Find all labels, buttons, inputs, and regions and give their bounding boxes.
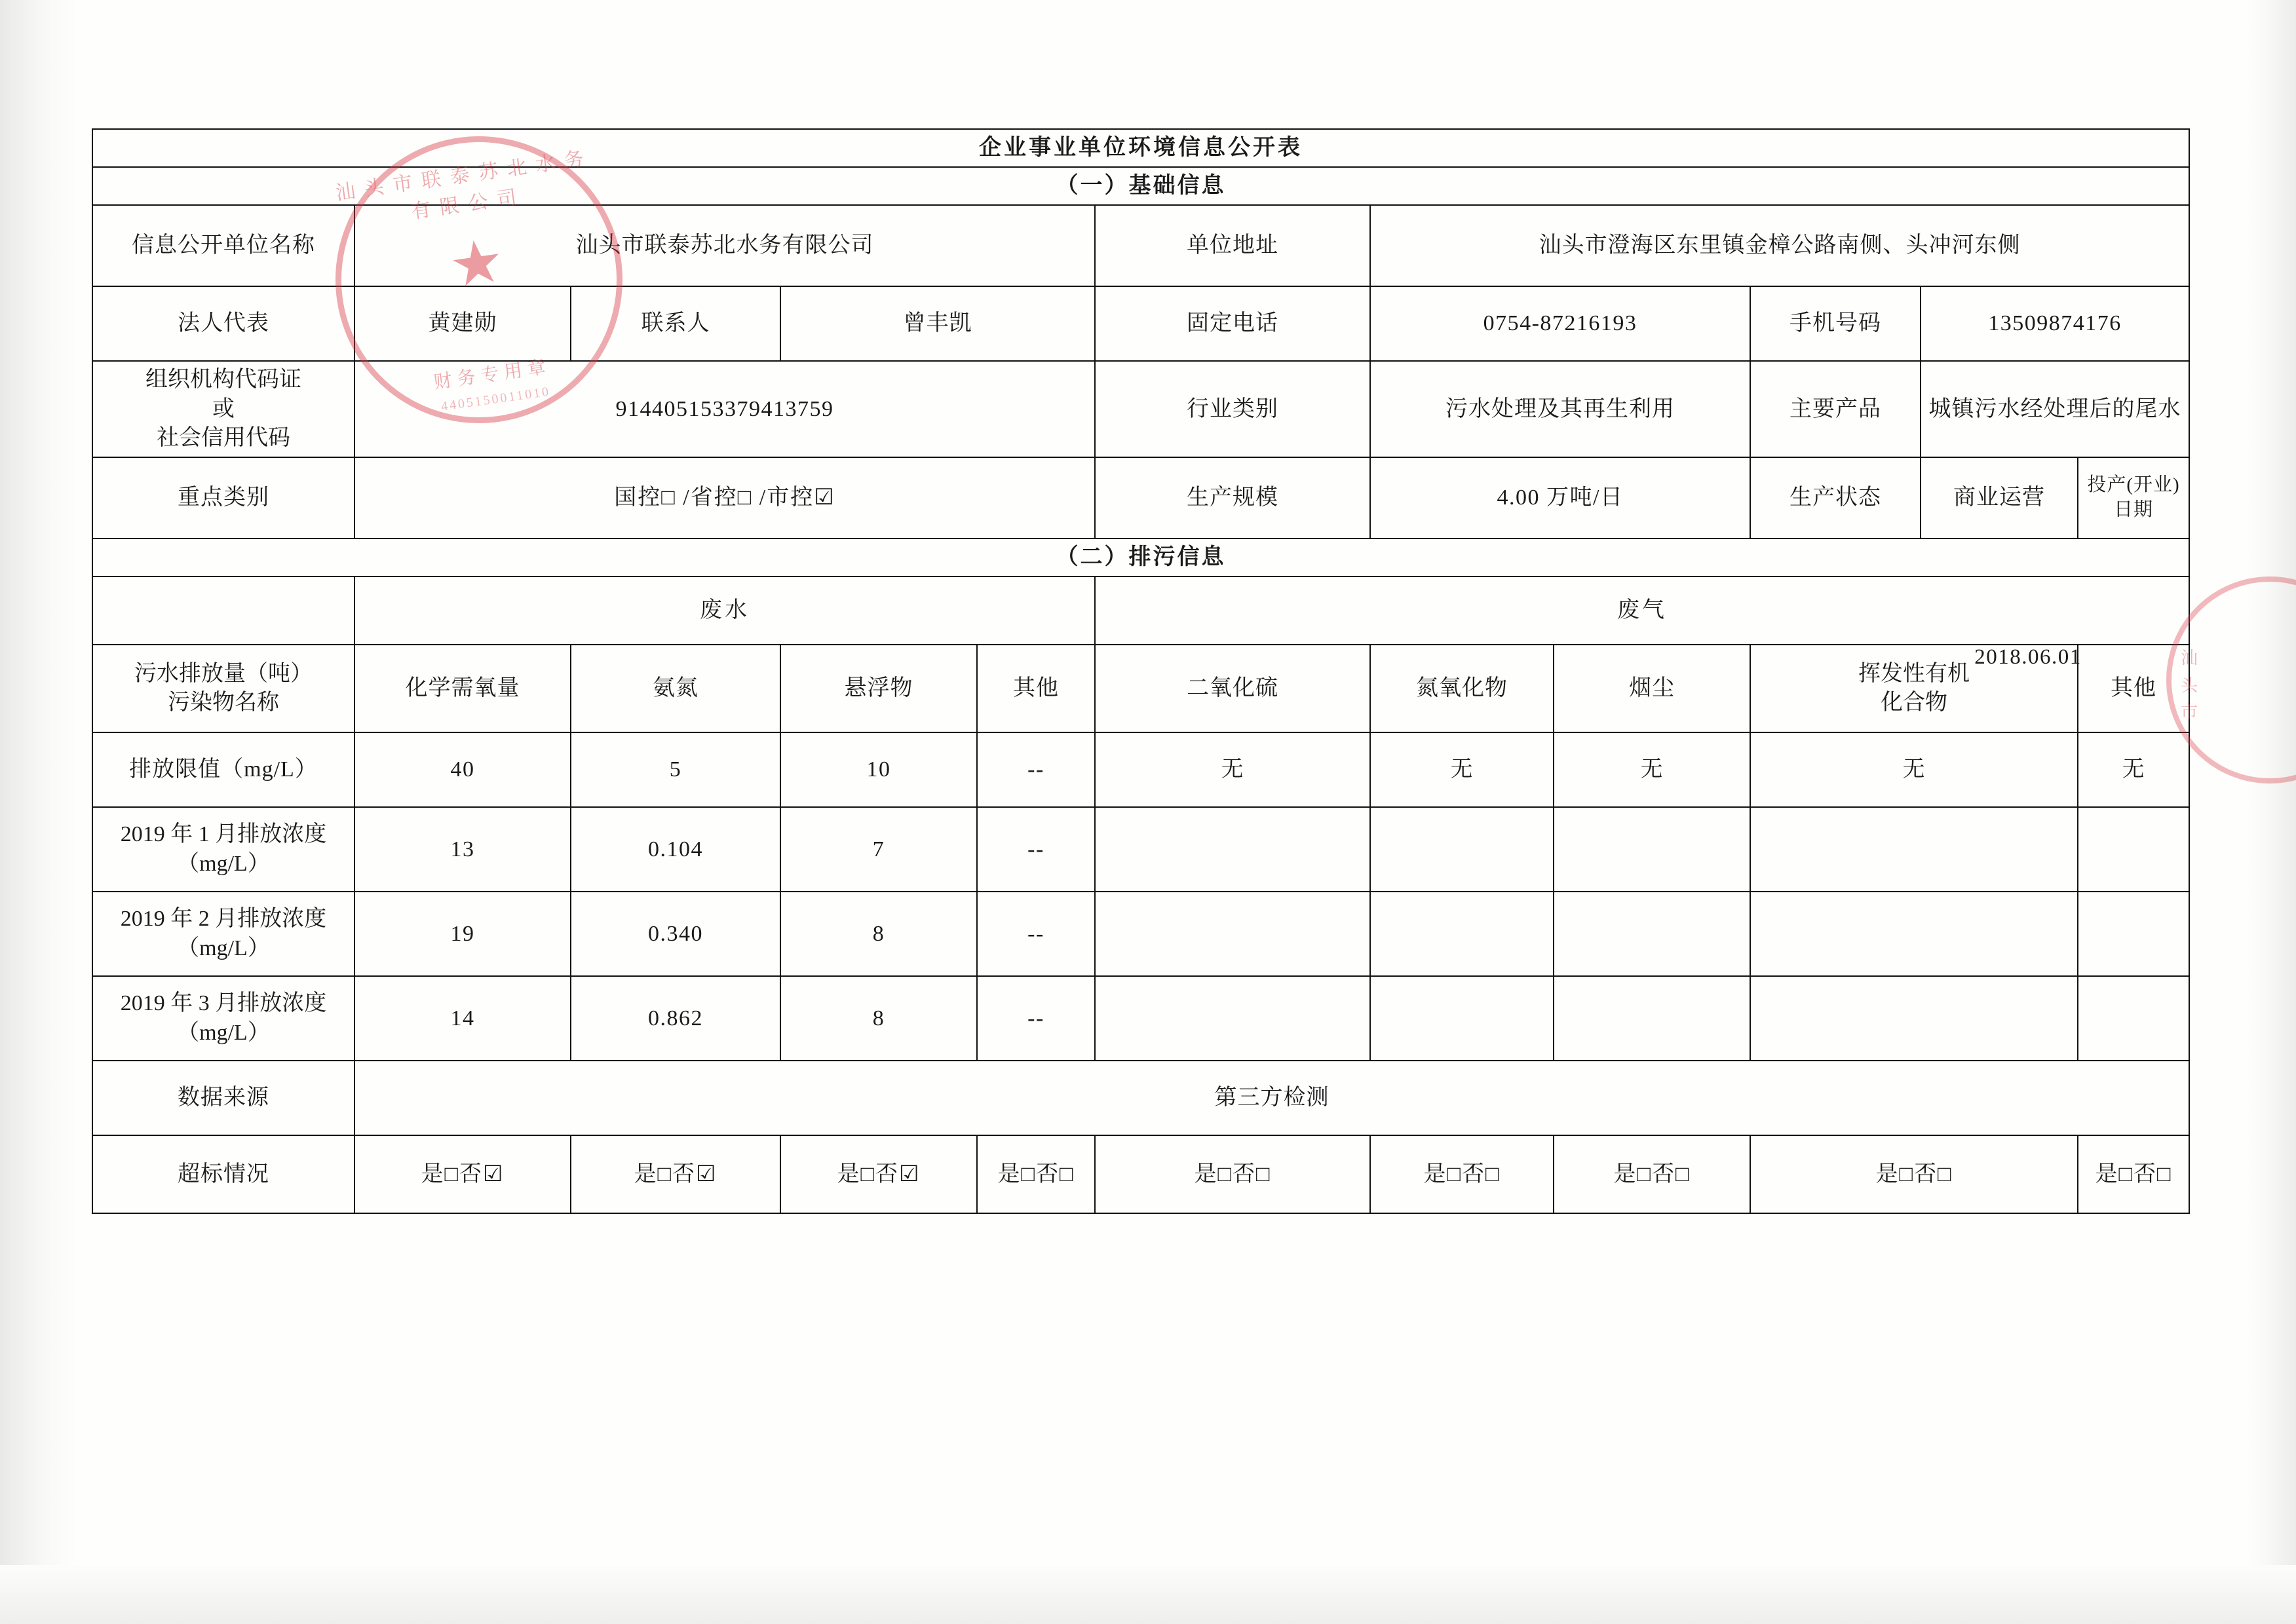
row-label-2019-01-line1: 2019 年 1 月排放浓度 — [120, 822, 327, 847]
company-seal-bottom-text: 财务专用章 — [432, 356, 552, 393]
exceed-ss[interactable]: 是□否☑ — [780, 1135, 977, 1213]
cell-2019-01-dust — [1554, 807, 1750, 892]
cell-2019-03-water-other: -- — [977, 976, 1095, 1061]
cell-2019-02-so2 — [1095, 892, 1370, 976]
section-pollution-title: （二）排污信息 — [92, 538, 2189, 576]
label-tel: 固定电话 — [1095, 286, 1370, 361]
col-nitrogen-oxides: 氮氧化物 — [1370, 645, 1554, 732]
label-industry-text: 行业类别 — [1187, 396, 1278, 421]
scan-edge-bottom — [0, 1565, 2296, 1624]
exceed-nox[interactable]: 是□否□ — [1370, 1135, 1554, 1213]
table-row — [92, 892, 2189, 976]
cell-2019-03-dust — [1554, 976, 1750, 1061]
cell-limit-nox: 无 — [1370, 732, 1554, 807]
label-unit-name: 信息公开单位名称 — [92, 205, 354, 286]
cell-limit-water-other: -- — [977, 732, 1095, 807]
cell-2019-02-dust — [1554, 892, 1750, 976]
col-voc-line2: 化合物 — [1881, 690, 1947, 715]
cell-limit-voc: 无 — [1750, 732, 2078, 807]
scan-edge-left — [0, 0, 77, 1624]
cell-2019-03-nox — [1370, 976, 1554, 1061]
row-key-category — [92, 457, 2189, 538]
cell-limit-gas-other: 无 — [2078, 732, 2189, 807]
row-label-2019-01 — [92, 807, 354, 892]
cell-2019-02-ammonia: 0.340 — [571, 892, 780, 976]
label-pollutant-header — [92, 645, 354, 732]
exceed-dust[interactable]: 是□否□ — [1554, 1135, 1750, 1213]
col-water-other: 其他 — [977, 645, 1095, 732]
cell-limit-ss: 10 — [780, 732, 977, 807]
label-org-code-line2: 或 — [212, 396, 235, 421]
label-exceed: 超标情况 — [92, 1135, 354, 1213]
row-pollutant-names — [92, 645, 2189, 732]
row-legal-rep — [92, 286, 2189, 361]
section1-row — [92, 167, 2189, 205]
label-production-status: 生产状态 — [1750, 457, 1921, 538]
col-gas-other: 其他 — [2078, 645, 2189, 732]
cell-2019-03-voc — [1750, 976, 2078, 1061]
col-ammonia-nitrogen: 氨氮 — [571, 645, 780, 732]
cell-2019-02-voc — [1750, 892, 2078, 976]
cell-2019-03-so2 — [1095, 976, 1370, 1061]
value-legal-rep: 黄建勋 — [354, 286, 571, 361]
cell-2019-03-ammonia: 0.862 — [571, 976, 780, 1061]
row-label-2019-01-line2: （mg/L） — [177, 851, 270, 876]
label-org-code-line1: 组织机构代码证 — [145, 368, 301, 392]
label-startup-date: 投产(开业)日期 — [2078, 457, 2189, 538]
row-label-limit: 排放限值（mg/L） — [92, 732, 354, 807]
cell-2019-02-water-other: -- — [977, 892, 1095, 976]
label-org-code — [92, 361, 354, 457]
cell-2019-02-cod: 19 — [354, 892, 571, 976]
cell-2019-01-ss: 7 — [780, 807, 977, 892]
label-industry — [1095, 361, 1370, 457]
label-org-code-line3: 社会信用代码 — [157, 425, 290, 450]
cell-2019-01-voc — [1750, 807, 2078, 892]
col-smoke-dust: 烟尘 — [1554, 645, 1750, 732]
star-icon: ★ — [445, 226, 508, 301]
label-legal-rep: 法人代表 — [92, 286, 354, 361]
col-voc-line1: 挥发性有机 — [1858, 661, 1970, 686]
table-row — [92, 976, 2189, 1061]
cell-2019-03-ss: 8 — [780, 976, 977, 1061]
table-row — [92, 732, 2189, 807]
section-basic-info-title: （一）基础信息 — [92, 167, 2189, 205]
page-title: 企业事业单位环境信息公开表 — [92, 129, 2189, 167]
value-unit-name: 汕头市联泰苏北水务有限公司 — [354, 205, 1095, 286]
row-label-2019-03 — [92, 976, 354, 1061]
cell-2019-02-ss: 8 — [780, 892, 977, 976]
value-data-source-text: 第三方检测 — [1214, 1086, 1330, 1110]
value-key-category: 国控□ /省控□ /市控☑ — [354, 457, 1095, 538]
label-main-product: 主要产品 — [1750, 361, 1921, 457]
cell-2019-03-gas-other — [2078, 976, 2189, 1061]
cell-2019-02-gas-other — [2078, 892, 2189, 976]
cell-2019-01-water-other: -- — [977, 807, 1095, 892]
cell-limit-ammonia: 5 — [571, 732, 780, 807]
exceed-gas-other[interactable]: 是□否□ — [2078, 1135, 2189, 1213]
value-startup-date: 2018.06.01 — [1974, 645, 2082, 669]
company-seal-code: 4405150011010 — [440, 384, 552, 414]
row-label-2019-02-line1: 2019 年 2 月排放浓度 — [120, 907, 327, 932]
label-mobile: 手机号码 — [1750, 286, 1921, 361]
value-scale: 4.00 万吨/日 — [1370, 457, 1750, 538]
spacer-cell — [92, 576, 354, 645]
environmental-disclosure-table — [92, 128, 2190, 1214]
cell-2019-01-gas-other — [2078, 807, 2189, 892]
header-wastegas: 废气 — [1095, 576, 2189, 645]
label-key-category: 重点类别 — [92, 457, 354, 538]
value-industry: 污水处理及其再生利用 — [1370, 361, 1750, 457]
label-discharge-volume: 污水排放量（吨） — [134, 661, 313, 686]
row-org-code — [92, 361, 2189, 457]
cell-2019-01-nox — [1370, 807, 1554, 892]
exceed-voc[interactable]: 是□否□ — [1750, 1135, 2078, 1213]
label-scale: 生产规模 — [1095, 457, 1370, 538]
row-label-2019-02-line2: （mg/L） — [177, 935, 270, 960]
exceed-ammonia[interactable]: 是□否☑ — [571, 1135, 780, 1213]
row-label-2019-03-line2: （mg/L） — [177, 1020, 270, 1045]
label-pollutant-name: 污染物名称 — [168, 690, 279, 715]
label-address: 单位地址 — [1095, 205, 1370, 286]
label-data-source: 数据来源 — [92, 1061, 354, 1135]
cell-limit-dust: 无 — [1554, 732, 1750, 807]
cell-limit-cod: 40 — [354, 732, 571, 807]
header-wastewater: 废水 — [354, 576, 1095, 645]
row-label-2019-03-line1: 2019 年 3 月排放浓度 — [120, 991, 327, 1016]
row-unit-name — [92, 205, 2189, 286]
value-mobile: 13509874176 — [1921, 286, 2189, 361]
title-row — [92, 129, 2189, 167]
edge-seal-text: 汕头市 — [2181, 649, 2200, 723]
cell-2019-01-ammonia: 0.104 — [571, 807, 780, 892]
row-label-2019-02 — [92, 892, 354, 976]
value-contact: 曾丰凯 — [780, 286, 1095, 361]
exceed-so2[interactable]: 是□否□ — [1095, 1135, 1370, 1213]
label-contact: 联系人 — [571, 286, 780, 361]
cell-limit-so2: 无 — [1095, 732, 1370, 807]
col-suspended-solids: 悬浮物 — [780, 645, 977, 732]
cell-2019-01-so2 — [1095, 807, 1370, 892]
scan-edge-right — [2244, 0, 2296, 1624]
value-org-code: 914405153379413759 — [354, 361, 1095, 457]
section2-row — [92, 538, 2189, 576]
company-seal-top-text: 汕头市联泰苏北水务有限公司 — [334, 147, 595, 223]
exceed-water-other[interactable]: 是□否□ — [977, 1135, 1095, 1213]
value-tel: 0754-87216193 — [1370, 286, 1750, 361]
col-cod: 化学需氧量 — [354, 645, 571, 732]
cell-2019-01-cod: 13 — [354, 807, 571, 892]
value-address: 汕头市澄海区东里镇金樟公路南侧、头冲河东侧 — [1370, 205, 2189, 286]
cell-2019-02-nox — [1370, 892, 1554, 976]
exceed-cod[interactable]: 是□否☑ — [354, 1135, 571, 1213]
col-sulfur-dioxide: 二氧化硫 — [1095, 645, 1370, 732]
cell-2019-03-cod: 14 — [354, 976, 571, 1061]
value-main-product: 城镇污水经处理后的尾水 — [1921, 361, 2189, 457]
row-waste-headers — [92, 576, 2189, 645]
value-production-status: 商业运营 — [1921, 457, 2078, 538]
row-data-source — [92, 1061, 2189, 1135]
row-exceed — [92, 1135, 2189, 1213]
value-data-source — [354, 1061, 2189, 1135]
table-row — [92, 807, 2189, 892]
